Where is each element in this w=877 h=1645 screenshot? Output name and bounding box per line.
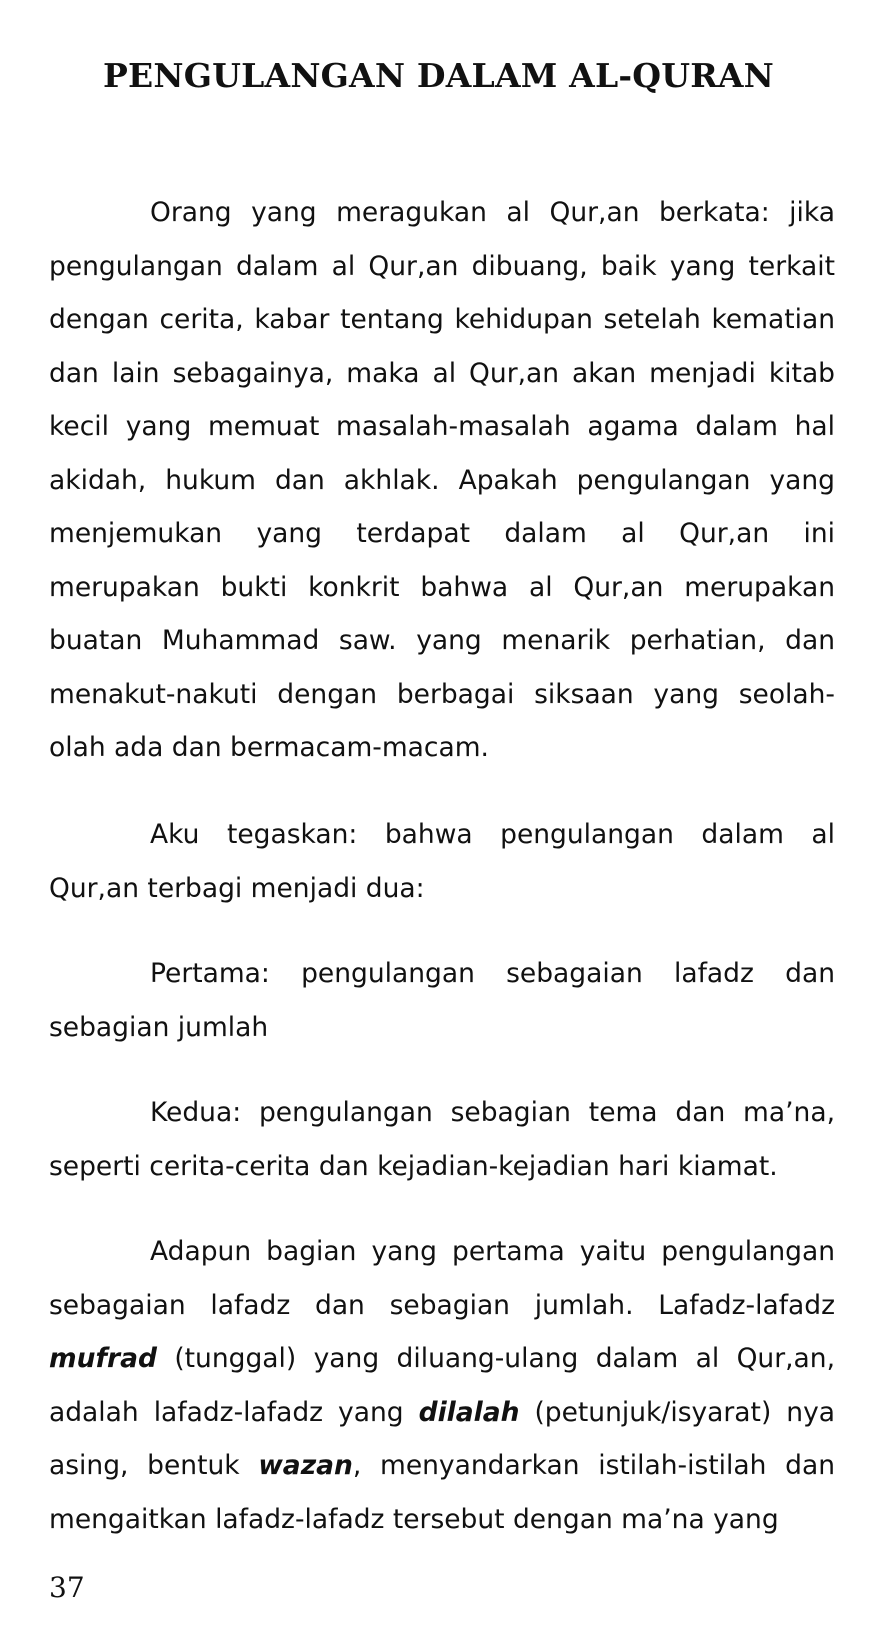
paragraph-first-type-text: Pertama: pengulangan sebagaian lafadz dan sebagian jumlah [49,958,835,1043]
term-dilalah: dilalah [418,1396,520,1428]
term-wazan: wazan [258,1450,353,1481]
term-mufrad: mufrad [49,1343,157,1374]
text-segment: (tunggal) yang diluang-ulang dalam al Qur,an, adalah lafadz-lafadz yang [49,1343,835,1428]
page-title: PENGULANGAN DALAM AL-QURAN [103,56,774,95]
page-number: 37 [49,1571,85,1604]
paragraph-first-part-text [49,1225,835,1546]
paragraph-objection-text: Orang yang meragukan al Qur,an berkata: jika pengulangan dalam al Qur,an dibuang, baik yang terkait dengan cerita, kabar tentang kehidupan setelah kematian dan lain sebagainya, maka al Qur,an akan menjadi kitab kecil yang memuat masalah-masalah agama dalam hal akidah, hukum dan akhlak. Apakah pengulangan yang menjemukan yang terdapat dalam al Qur,an ini merupakan bukti konkrit bahwa al Qur,an merupakan buatan Muhammad saw. yang menarik perhatian, dan menakut-nakuti dengan berbagai siksaan yang seolah-olah ada dan bermacam-macam. [49,197,835,763]
paragraph-second-type [49,1086,835,1193]
text-segment: , menyandarkan istilah-istilah dan mengaitkan lafadz-lafadz tersebut dengan ma’na yang [49,1450,835,1535]
paragraph-second-type-text: Kedua: pengulangan sebagian tema dan ma’na, seperti cerita-cerita dan kejadian-kejadian hari kiamat. [49,1097,835,1182]
paragraph-first-part-explanation [49,1225,835,1546]
text-segment: Adapun bagian yang pertama yaitu pengulangan sebagaian lafadz dan sebagian jumlah. Lafadz-lafadz [49,1236,835,1321]
paragraph-assertion [49,808,835,915]
paragraph-first-type [49,947,835,1054]
text-segment: (petunjuk/isyarat) nya asing, bentuk [49,1396,835,1481]
paragraph-objection [49,186,835,775]
paragraph-assertion-text: Aku tegaskan: bahwa pengulangan dalam al Qur,an terbagi menjadi dua: [49,819,835,904]
